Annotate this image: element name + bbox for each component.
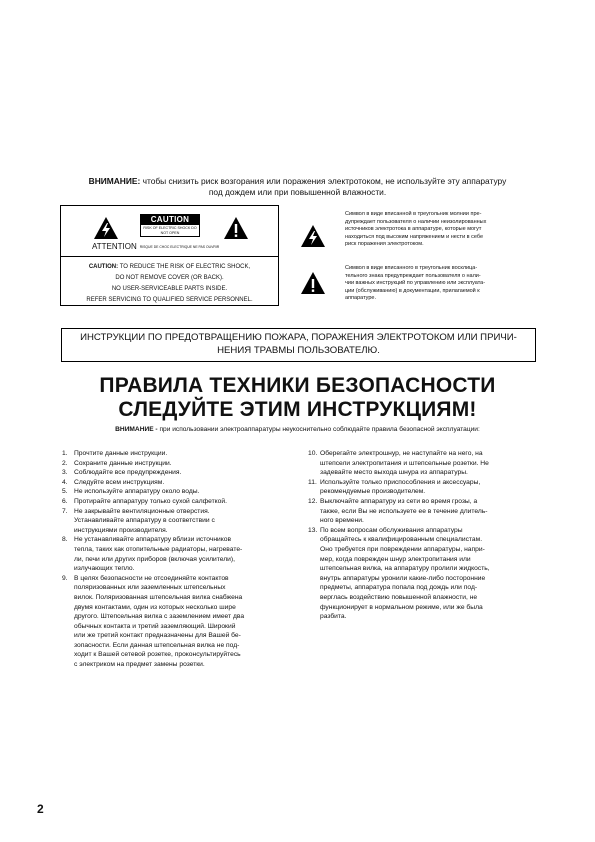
instruction-item (308, 478, 540, 497)
description-line: дупреждает пользователя о наличии неизолированных (345, 218, 487, 225)
description-line: чии важных инструкций по управлению или эксплуата- (345, 280, 486, 287)
instruction-line: инструкциями производителя. (74, 526, 168, 534)
instruction-line: зопасности. Если данная штепсельная вилка не под- (74, 641, 240, 649)
instruction-item (62, 487, 302, 497)
instruction-item (62, 468, 302, 478)
instruction-item (62, 478, 302, 488)
caution-body-label: CAUTION: (88, 264, 119, 270)
instruction-line: Оно требуется при повреждении аппаратуры, напри- (320, 545, 485, 553)
exclamation-triangle-icon (300, 271, 326, 295)
instruction-item (62, 459, 302, 469)
instruction-text (74, 449, 302, 459)
instruction-line: поляризованных или заземленных штепсельных (74, 584, 226, 592)
instruction-text (74, 459, 302, 469)
top-warning-line-1 (40, 176, 555, 187)
instruction-text (320, 449, 540, 478)
caution-label-box (140, 214, 200, 237)
instruction-text (74, 487, 302, 497)
instruction-line: Оберегайте электрошнур, не наступайте на него, на (320, 450, 483, 457)
instruction-line: Следуйте всем инструкциям. (74, 478, 165, 486)
description-line: Символ в виде вписанной в треугольник молнии пре- (345, 211, 482, 217)
caution-body-line: DO NOT REMOVE COVER (OR BACK). (115, 275, 224, 281)
instruction-number: 13. (308, 526, 318, 534)
page-title (0, 374, 595, 422)
instruction-line: штепсели электропитания и штепсельные розетки. Не (320, 459, 489, 467)
lightning-triangle-icon (300, 224, 326, 248)
instruction-line: другого. Штепсельная вилка с заземлением имеет два (74, 613, 245, 621)
instruction-text (74, 535, 302, 573)
caution-body-line: REFER SERVICING TO QUALIFIED SERVICE PERSONNEL. (86, 297, 253, 303)
instruction-line: Не используйте аппаратуру около воды. (74, 488, 200, 496)
instruction-line: Устанавливайте аппаратуру в соответствии с (74, 517, 215, 525)
caution-panel (60, 205, 279, 306)
instruction-line: В целях безопасности не отсоединяйте контактов (74, 574, 229, 582)
top-warning-label: ВНИМАНИЕ: (88, 176, 141, 186)
instruction-item (62, 497, 302, 507)
lightning-triangle-icon (93, 216, 119, 240)
instruction-line: мер, когда поврежден шнур электропитания или (320, 555, 471, 563)
top-warning (40, 176, 555, 198)
instruction-text (74, 468, 302, 478)
instruction-line: Протирайте аппаратуру только сухой салфеткой. (74, 497, 227, 505)
caution-small-text: RISK OF ELECTRIC SHOCK DO NOT OPEN (143, 226, 197, 235)
instruction-line: тепла, таких как отопительные радиаторы, нагревате- (74, 545, 243, 553)
instruction-item (308, 449, 540, 478)
instruction-line: разбита. (320, 613, 347, 621)
instruction-line: рекомендуемые производителем. (320, 488, 426, 496)
instruction-text (74, 574, 302, 670)
caution-body-text: TO REDUCE THE RISK OF ELECTRIC SHOCK, (119, 264, 251, 270)
description-line: находиться под высоким напряжением и нести в себе (345, 233, 484, 240)
instruction-line: обращайтесь к квалифицированным специалистам. (320, 536, 483, 544)
attention-line (92, 242, 219, 252)
instruction-line: Выключайте аппаратуру из сети во время грозы, а (320, 497, 478, 505)
instruction-number: 6. (62, 497, 68, 505)
attention-small-text: RISQUE DE CHOC ELECTRIQUE NE PAS OUVRIR (139, 245, 220, 249)
instruction-number: 10. (308, 450, 318, 457)
instruction-text (320, 497, 540, 526)
instruction-number: 9. (62, 574, 68, 582)
instruction-number: 8. (62, 536, 68, 544)
instruction-item (62, 507, 302, 536)
instruction-line: верглась воздействию повышенной влажности, не (320, 593, 478, 601)
description-line: аппаратуре. (345, 295, 376, 302)
instruction-number: 7. (62, 507, 68, 515)
caution-body-line: NO USER-SERVICEABLE PARTS INSIDE. (111, 286, 228, 292)
instructions-left-column (62, 449, 302, 670)
instruction-line: Прочтите данные инструкции. (74, 450, 168, 457)
instruction-line: двумя контактами, один из которых несколько шире (74, 603, 236, 611)
instruction-line: ли, печи или других приборов (включая усилители), (74, 555, 235, 563)
description-line: Символ в виде вписанного в треугольник восклица- (345, 265, 478, 271)
instruction-text (320, 526, 540, 622)
description-line: источников электротока в аппаратуре, которые могут (345, 226, 482, 233)
instruction-line: вилок. Поляризованная штепсельная вилка снабжена (74, 593, 243, 601)
instruction-number: 5. (62, 488, 68, 496)
instruction-line: излучающих тепло. (74, 565, 135, 573)
fire-notice-box (61, 328, 536, 362)
instruction-line: Соблюдайте все предупреждения. (74, 469, 182, 477)
attention-label: ATTENTION (92, 242, 137, 252)
page-number: 2 (37, 802, 44, 816)
exclamation-symbol-description (345, 265, 535, 303)
instruction-item (62, 449, 302, 459)
instruction-line: функционирует в нормальном режиме, или же была (320, 603, 483, 611)
instruction-text (74, 478, 302, 488)
instruction-number: 3. (62, 469, 68, 477)
instruction-line: Не устанавливайте аппаратуру вблизи источников (74, 536, 232, 544)
instruction-number: 1. (62, 450, 68, 457)
instruction-line: обычных контакта и третий заземляющий. Широкий (74, 622, 236, 630)
caution-body-line (61, 262, 278, 273)
instruction-line: с электриком на предмет замены розетки. (74, 661, 205, 669)
description-line: тельного знака предупреждает пользователя о нали- (345, 272, 481, 279)
instruction-number: 2. (62, 459, 68, 467)
instruction-line: внутрь аппаратуры уронили какие-либо посторонние (320, 574, 486, 582)
instruction-text (320, 478, 540, 497)
intro-label: ВНИМАНИЕ - (115, 426, 158, 433)
instruction-text (74, 507, 302, 536)
exclamation-triangle-icon (223, 216, 249, 240)
instruction-line: предметы, аппаратура попала под дождь или под- (320, 584, 478, 592)
instruction-item (62, 535, 302, 573)
caution-body (61, 262, 278, 306)
fire-notice-line-2: НЕНИЯ ТРАВМЫ ПОЛЬЗОВАТЕЛЮ. (217, 345, 380, 357)
instruction-item (308, 497, 540, 526)
instruction-line: или же третий контакт предназначены для Вашей бе- (74, 632, 241, 640)
caution-label: CAUTION (141, 215, 199, 225)
lightning-symbol-description (345, 211, 535, 249)
instruction-line: Сохраните данные инструкции. (74, 459, 172, 467)
intro-line (40, 425, 555, 434)
instruction-number: 4. (62, 478, 68, 486)
top-warning-line-2: под дождем или при повышенной влажности. (208, 187, 387, 197)
instruction-line: ного времени. (320, 517, 364, 525)
instruction-item (308, 526, 540, 622)
top-warning-text-1: чтобы снизить риск возгорания или поражения электротоком, не используйте эту аппаратуру (142, 176, 507, 186)
instruction-number: 12. (308, 497, 318, 505)
fire-notice-line-1: ИНСТРУКЦИИ ПО ПРЕДОТВРАЩЕНИЮ ПОЖАРА, ПОРАЖЕНИЯ ЭЛЕКТРОТОКОМ ИЛИ ПРИЧИ- (80, 332, 517, 343)
instruction-line: также, если Вы не используете ее в течение длитель- (320, 507, 488, 515)
caution-panel-header (61, 206, 278, 257)
instruction-item (62, 574, 302, 670)
instruction-line: штепсельная вилка, на аппаратуру пролили жидкость, (320, 565, 490, 573)
instruction-line: Не закрывайте вентиляционные отверстия. (74, 507, 210, 515)
instruction-line: Используйте только приспособления и аксессуары, (320, 478, 481, 486)
instruction-text (74, 497, 302, 507)
instruction-line: задевайте место выхода шнура из аппаратуры. (320, 469, 468, 477)
page-title-line-2: СЛЕДУЙТЕ ЭТИМ ИНСТРУКЦИЯМ! (118, 398, 477, 421)
instructions-right-column (308, 449, 540, 622)
description-line: ции (обслуживанию) в документации, прилагаемой к (345, 287, 480, 294)
instruction-line: ходит к Вашей сетевой розетке, проконсультируйтесь (74, 651, 241, 659)
instruction-line: По всем вопросам обслуживания аппаратуры (320, 526, 463, 534)
intro-text: при использовании электроаппаратуры неукоснительно соблюдайте правила безопасной эксплуатации: (159, 426, 480, 433)
instruction-number: 11. (308, 478, 317, 486)
page-title-line-1: ПРАВИЛА ТЕХНИКИ БЕЗОПАСНОСТИ (99, 374, 496, 397)
description-line: риск поражения электротоком. (345, 241, 424, 248)
